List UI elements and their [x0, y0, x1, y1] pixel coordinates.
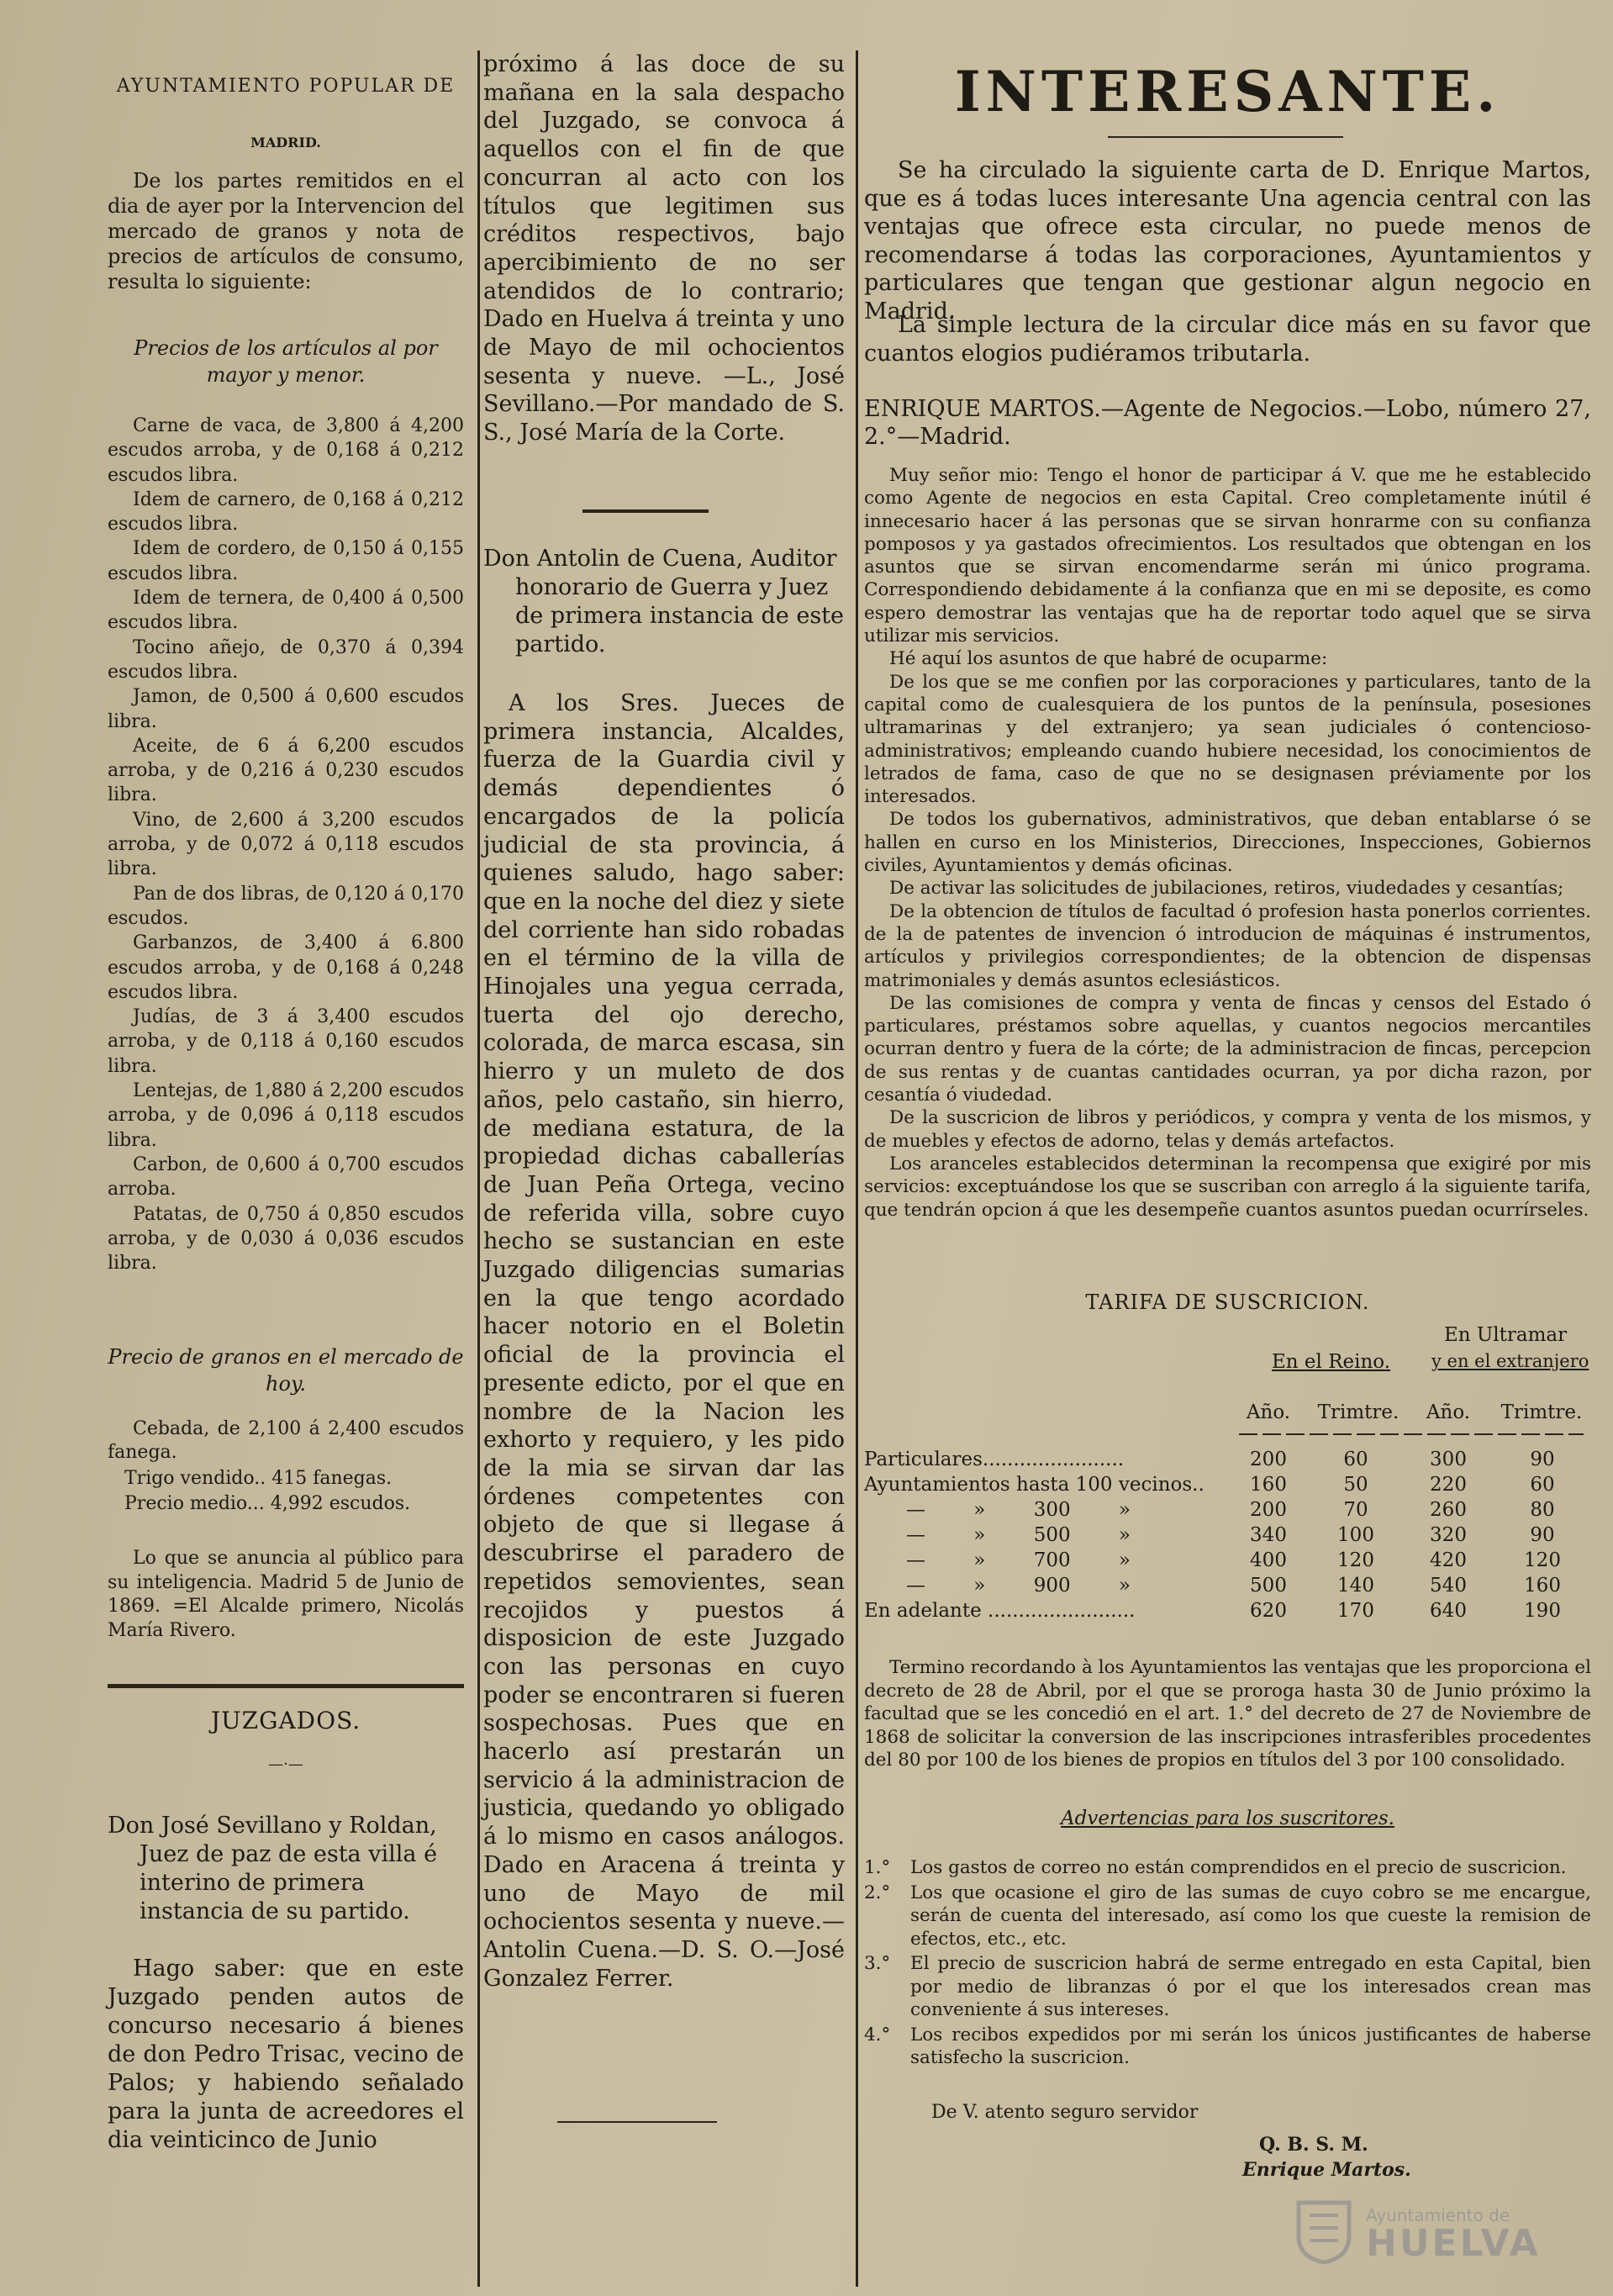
item-text: Los que ocasione el giro de las sumas de cuyo cobro se me encargue, serán de cuenta del interesado, así como los que cueste la remision de efectos, etc., etc.	[910, 1882, 1591, 1950]
jose-continuation: próximo á las doce de su mañana en la sala despacho del Juzgado, se convoca á aquellos con el fin de que concurran al acto con los títulos que legitimen sus créditos respectivos, bajo apercibimiento de no ser atendidos de lo contrario; Dado en Huelva á treinta y uno de Mayo de mil ochocientos sesenta y nueve. —L., José Sevillano.—Por mandado de S. S., José María de la Corte.	[483, 51, 845, 446]
row-label: — » 900 »	[906, 1575, 1131, 1597]
cell: 320	[1430, 1524, 1467, 1546]
table-row	[864, 1575, 1591, 1600]
item-text: Los recibos expedidos por mi serán los únicos justificantes de haberse satisfecho la suscricion.	[910, 2024, 1591, 2068]
list-item: Garbanzos, de 3,400 á 6.800 escudos arroba, y de 0,168 á 0,248 escudos libra.	[108, 932, 464, 1003]
cell: 540	[1430, 1575, 1467, 1597]
table-row	[864, 1524, 1591, 1549]
row-label: En adelante ........................	[864, 1600, 1136, 1622]
cell: 60	[1530, 1474, 1555, 1496]
intro-text: De los partes remitidos en el dia de ayer por la Intervencion del mercado de granos y nota de precios de artículos de consumo, resulta lo siguiente:	[108, 169, 464, 293]
cell: 120	[1337, 1549, 1374, 1571]
cell: 420	[1430, 1549, 1467, 1571]
cell: 260	[1430, 1499, 1467, 1521]
prices-list	[108, 414, 464, 1275]
row-label: — » 700 »	[906, 1549, 1131, 1571]
prices-title: Precios de los artículos al por mayor y menor.	[134, 336, 438, 387]
trigo-text: Trigo vendido.. 415 fanegas.	[124, 1468, 393, 1489]
cell: 300	[1430, 1449, 1467, 1470]
cell: 160	[1250, 1474, 1287, 1496]
list-item: Aceite, de 6 á 6,200 escudos arroba, y de 0,216 á 0,230 escudos libra.	[108, 735, 464, 806]
list-item	[864, 1882, 1591, 1951]
cell: 500	[1250, 1575, 1287, 1597]
list-item: Jamon, de 0,500 á 0,600 escudos libra.	[108, 686, 464, 732]
atento-line: De V. atento seguro servidor	[931, 2102, 1199, 2123]
item-number: 4.°	[864, 2024, 891, 2045]
table-header-row	[864, 1401, 1591, 1427]
grains-text: Cebada, de 2,100 á 2,400 escudos fanega.	[108, 1418, 464, 1463]
jose-body: Hago saber: que en este Juzgado penden autos de concurso necesario á bienes de don Pedro Trisac, vecino de Palos; y habiendo señalado para la junta de acreedores el dia veinticinco de Junio	[108, 1956, 464, 2153]
signature: Enrique Martos.	[1242, 2159, 1411, 2181]
col-head: Trimtre.	[1500, 1401, 1583, 1423]
separator-rule	[557, 2121, 717, 2123]
cell: 100	[1337, 1524, 1374, 1546]
heading-ayuntamiento: AYUNTAMIENTO POPULAR DE	[116, 76, 456, 97]
table-row	[864, 1549, 1591, 1575]
col-head: Año.	[1246, 1401, 1291, 1423]
letter-paragraph: De la obtencion de títulos de facultad ó profesion hasta ponerlos corrientes. de la de patentes de invencion ó introducion de máquinas é instrumentos, artículos y privilegios correspondientes; de la obtencion de dispensas matrimoniales y demás asuntos eclesiásticos.	[864, 900, 1591, 991]
letter-paragraph: Hé aquí los asuntos de que habré de ocuparme:	[889, 648, 1328, 670]
list-item: Idem de carnero, de 0,168 á 0,212 escudos libra.	[108, 488, 464, 536]
precio-text: Precio medio... 4,992 escudos.	[124, 1493, 411, 1514]
cell: 340	[1250, 1524, 1287, 1546]
cell: 50	[1343, 1474, 1368, 1496]
cell: 160	[1524, 1575, 1561, 1597]
col-head: Año.	[1426, 1401, 1471, 1423]
row-label: Ayuntamientos hasta 100 vecinos..	[864, 1474, 1204, 1496]
list-item: Vino, de 2,600 á 3,200 escudos arroba, y de 0,072 á 0,118 escudos libra.	[108, 809, 464, 880]
interesante-title: INTERESANTE.	[954, 59, 1501, 124]
juzgados-heading: JUZGADOS.	[210, 1707, 361, 1734]
table-row	[864, 1449, 1591, 1474]
table-row	[864, 1474, 1591, 1499]
item-text: El precio de suscricion habrá de serme entregado en esta Capital, bien por medio de libranzas ó por el que los interesados crean mas conveniente á sus intereses.	[910, 1953, 1591, 2020]
intro-paragraph: Se ha circulado la siguiente carta de D. Enrique Martos, que es á todas luces interesante Una agencia central con las ventajas que ofrece esta circular, no puede menos de recomendarse á todas las corporaciones, Ayuntamientos y particulares que tengan que gestionar algun negocio en Madrid.	[864, 157, 1591, 325]
qbsm-line: Q. B. S. M.	[1259, 2134, 1368, 2156]
section-rule	[108, 1684, 464, 1688]
letter-body	[864, 464, 1591, 1222]
col-head: Trimtre.	[1317, 1401, 1400, 1423]
header-ultramar-2: y en el extranjero	[1431, 1351, 1589, 1371]
row-label: Particulares.......................	[864, 1449, 1125, 1470]
list-item: Pan de dos libras, de 0,120 á 0,170 escudos.	[108, 883, 464, 929]
letter-paragraph: Muy señor mio: Tengo el honor de participar á V. que me he establecido como Agente de negocios en esta Capital. Creo completamente inútil é innecesario hacer á las personas que se sirvan honrarme con su confianza pomposos y ya gastados ofrecimientos. Los resultados que obtengan en los asuntos que se sirvan encomendarme serán mi único programa. Correspondiendo debidamente á la confianza que en mi se deposite, es como espero demostrar las ventajas que ha de reportar todo aquel que se sirva utilizar mis servicios.	[864, 465, 1591, 647]
item-number: 2.°	[864, 1882, 891, 1903]
cell: 140	[1337, 1575, 1374, 1597]
cell: 80	[1530, 1499, 1555, 1521]
letter-paragraph: De la suscricion de libros y periódicos, y compra y venta de los mismos, y de muebles y efectos de adorno, telas y demás artefactos.	[864, 1107, 1591, 1152]
cell: 60	[1343, 1449, 1368, 1470]
list-item: Idem de cordero, de 0,150 á 0,155 escudos libra.	[108, 538, 464, 584]
header-reino: En el Reino.	[1272, 1351, 1391, 1373]
list-item: Lentejas, de 1,880 á 2,200 escudos arroba, y de 0,096 á 0,118 escudos libra.	[108, 1080, 464, 1151]
subheading-madrid: MADRID.	[250, 135, 321, 150]
list-item: Idem de ternera, de 0,400 á 0,500 escudos libra.	[108, 588, 464, 634]
cell: 200	[1250, 1499, 1287, 1521]
letter-paragraph: De todos los gubernativos, administrativos, que deban entablarse ó se hallen en curso en los Ministerios, Direcciones, Inspecciones, Gobiernos civiles, Ayuntamientos y demás oficinas.	[864, 809, 1591, 877]
list-item	[864, 2024, 1591, 2070]
header-ultramar-1: En Ultramar	[1444, 1324, 1568, 1346]
letter-paragraph: De activar las solicitudes de jubilaciones, retiros, viudedades y cesantías;	[889, 878, 1564, 900]
table-row	[864, 1499, 1591, 1524]
list-item	[864, 1952, 1591, 2022]
row-label: — » 300 »	[906, 1499, 1131, 1521]
list-item: Carbon, de 0,600 á 0,700 escudos arroba.	[108, 1153, 464, 1201]
termino-paragraph: Termino recordando à los Ayuntamientos las ventajas que les proporciona el decreto de 28 de Abril, por el que se proroga hasta 30 de Junio próximo la facultad que se les concedió en el art. 1.° del decreto de 27 de Noviembre de 1868 de solicitar la conversion de las inscripciones intrasferibles procedentes del 80 por 100 de los bienes de propios en títulos del 3 por 100 consolidado.	[864, 1657, 1591, 1771]
crest-icon	[1294, 2198, 1353, 2264]
watermark-line2: HUELVA	[1366, 2222, 1541, 2265]
jose-title: Don José Sevillano y Roldan, Juez de paz de esta villa é interino de primera instancia de su partido.	[108, 1813, 438, 1924]
column-divider	[856, 50, 858, 2287]
table-rule	[1239, 1433, 1584, 1435]
item-text: Los gastos de correo no están comprendidos en el precio de suscricion.	[910, 1857, 1567, 1878]
row-label: — » 500 »	[906, 1524, 1131, 1546]
advertencias-title: Advertencias para los suscritores.	[1061, 1808, 1394, 1829]
column-divider	[477, 50, 480, 2287]
advertencias-list	[864, 1856, 1591, 2072]
intro-paragraph-2: La simple lectura de la circular dice más en su favor que cuantos elogios pudiéramos tributarla.	[864, 312, 1591, 367]
list-item: Tocino añejo, de 0,370 á 0,394 escudos libra.	[108, 636, 464, 683]
juzgados-dash: —·—	[268, 1755, 303, 1773]
watermark	[1294, 2198, 1563, 2266]
table-row	[864, 1600, 1591, 1625]
cell: 170	[1337, 1600, 1374, 1622]
cell: 220	[1430, 1474, 1467, 1496]
letter-paragraph: De los que se me confien por las corporaciones y particulares, tanto de la capital como de cualesquiera de los puntos de la península, posesiones ultramarinas y del extranjero; ya sean judiciales ó contencioso-administrativos; empleando cuando hubiere necesidad, los conocimientos de letrados de fama, caso de que no se designasen préviamente por los interesados.	[864, 671, 1591, 808]
separator-rule	[582, 509, 709, 513]
cell: 120	[1524, 1549, 1561, 1571]
item-number: 3.°	[864, 1953, 891, 1974]
cell: 400	[1250, 1549, 1287, 1571]
item-number: 1.°	[864, 1857, 891, 1878]
letter-paragraph: Los aranceles establecidos determinan la recompensa que exigiré por mis servicios: exceptuándose los que se suscriban con arreglo á la siguiente tarifa, que tendrán opcion á que les desempeñe cuantos asuntos puedan ocurrírseles.	[864, 1153, 1591, 1221]
cell: 620	[1250, 1600, 1287, 1622]
list-item: Patatas, de 0,750 á 0,850 escudos arroba, y de 0,030 á 0,036 escudos libra.	[108, 1203, 464, 1275]
list-item	[864, 1856, 1591, 1880]
antolin-title: Don Antolin de Cuena, Auditor honorario de Guerra y Juez de primera instancia de este partido.	[483, 546, 844, 657]
list-item: Judías, de 3 á 3,400 escudos arroba, y de 0,118 á 0,160 escudos libra.	[108, 1006, 464, 1077]
letter-paragraph: De las comisiones de compra y venta de fincas y censos del Estado ó particulares, préstamos sobre aquellas, y cuantos negocios mercantiles ocurran dentro y fuera de la córte; de la administracion de fincas, percepcion de sus rentas y de cuantas cantidades ocurran, ya por dicha razon, por cesantía ó viudedad.	[864, 992, 1591, 1106]
list-item: Carne de vaca, de 3,800 á 4,200 escudos arroba, y de 0,168 á 0,212 escudos libra.	[108, 415, 464, 486]
watermark-line1: Ayuntamiento de	[1366, 2205, 1510, 2225]
letterhead: ENRIQUE MARTOS.—Agente de Negocios.—Lobo, número 27, 2.°—Madrid.	[864, 396, 1591, 450]
cell: 90	[1530, 1449, 1555, 1470]
cell: 70	[1343, 1499, 1368, 1521]
tarifa-title: TARIFA DE SUSCRICION.	[1085, 1291, 1370, 1314]
cell: 190	[1524, 1600, 1561, 1622]
ornament-rule	[1108, 136, 1343, 138]
cell: 90	[1530, 1524, 1555, 1546]
closing-text: Lo que se anuncia al público para su inteligencia. Madrid 5 de Junio de 1869. =El Alcalde primero, Nicolás María Rivero.	[108, 1548, 464, 1641]
cell: 200	[1250, 1449, 1287, 1470]
antolin-body: A los Sres. Jueces de primera instancia, Alcaldes, fuerza de la Guardia civil y demás dependientes ó encargados de la policía judicial de sta provincia, á quienes saludo, hago saber: que en la noche del diez y siete del corriente han sido robadas en el término de la villa de Hinojales una yegua cerrada, tuerta del ojo derecho, colorada, de marca escasa, sin hierro y un muleto de dos años, pelo castaño, sin hierro, de mediana estatura, de la propiedad dichas caballerías de Juan Peña Ortega, vecino de referida villa, sobre cuyo hecho se sustancian en este Juzgado diligencias sumarias en la que tengo acordado hacer notorio en el Boletin oficial de la provincia el presente edicto, por el que en nombre de la Nacion les exhorto y requiero, y les pido de la mia se sirvan dar las órdenes competentes con objeto de que si llegase á descubrirse el paradero de repetidos semovientes, sean recojidos y puestos á disposicion de este Juzgado con las personas en cuyo poder se encontraren si fueren sospechosas. Pues que en hacerlo así prestarán un servicio á la administracion de justicia, quedando yo obligado á lo mismo en casos análogos. Dado en Aracena á treinta y uno de Mayo de mil ochocientos sesenta y nueve.—Antolin Cuena.—D. S. O.—José Gonzalez Ferrer.	[483, 690, 845, 1992]
cell: 640	[1430, 1600, 1467, 1622]
grains-title: Precio de granos en el mercado de hoy.	[108, 1345, 464, 1396]
